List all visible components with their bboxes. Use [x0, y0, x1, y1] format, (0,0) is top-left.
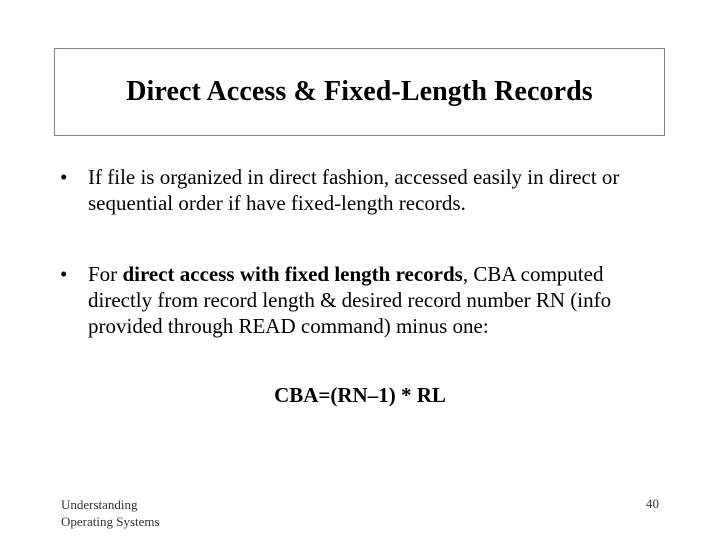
bullet-item-2 — [88, 261, 648, 339]
footer-book-title — [61, 496, 160, 530]
bullet-2-bold-phrase: direct access with fixed length records — [122, 262, 463, 286]
bullet-marker: • — [60, 262, 68, 286]
bullet-2-prefix: For — [88, 262, 123, 286]
bullet-1-text: If file is organized in direct fashion, accessed easily in direct or sequential order if have fixed-length records. — [88, 165, 620, 215]
footer-line-2: Operating Systems — [61, 514, 160, 529]
bullet-marker: • — [60, 165, 68, 189]
formula: CBA=(RN–1) * RL — [274, 383, 446, 407]
slide-title: Direct Access & Fixed-Length Records — [126, 76, 593, 107]
bullet-2-suffix: , CBA computed directly from record length & desired record number RN (info provided through READ command) minus one: — [88, 262, 612, 338]
footer-line-1: Understanding — [61, 497, 138, 512]
slide-title-box — [54, 48, 665, 136]
bullet-item-1 — [88, 164, 648, 216]
page-number: 40 — [646, 496, 659, 511]
